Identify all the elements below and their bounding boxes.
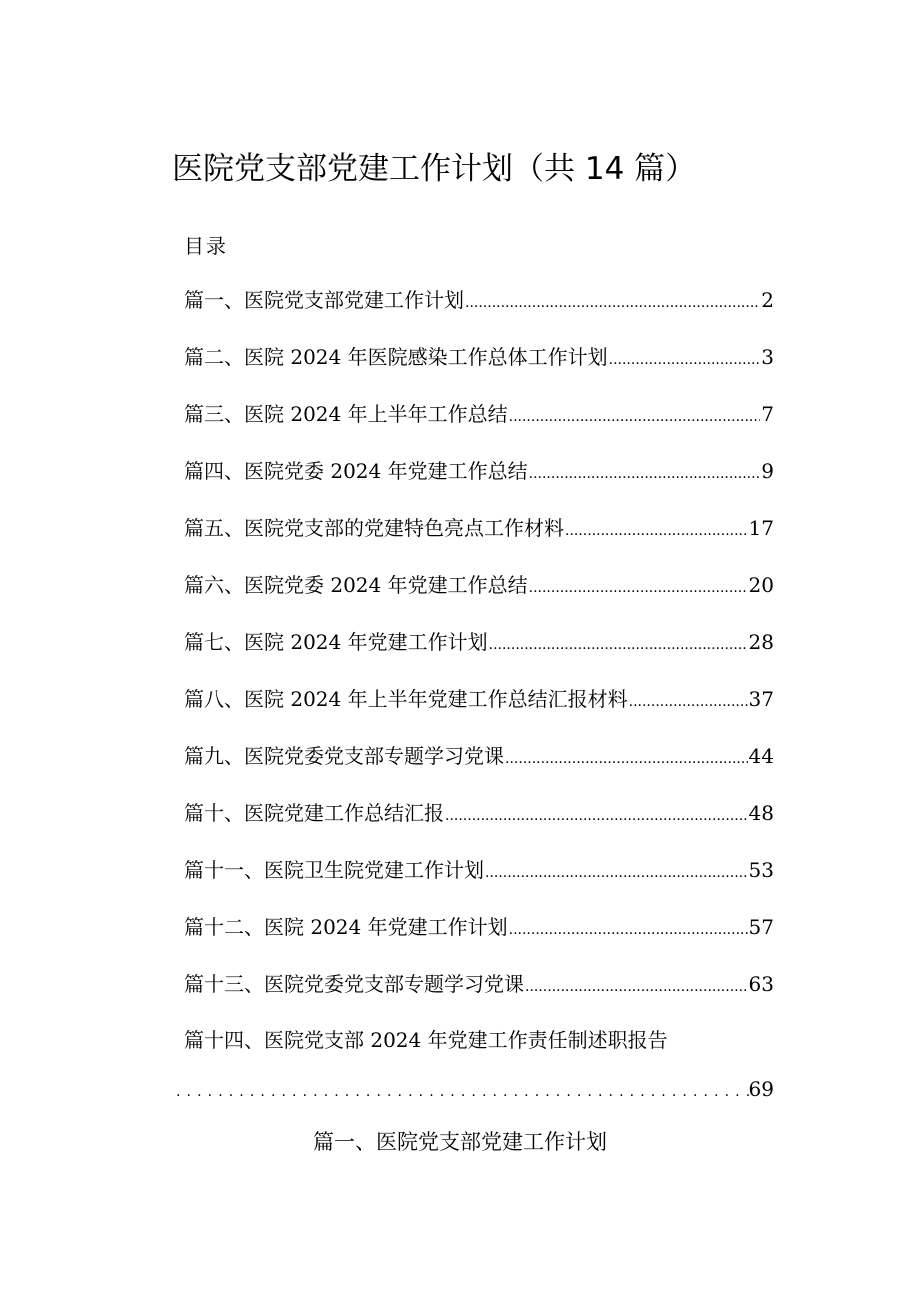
- toc-item[interactable]: [184, 682, 774, 739]
- toc-item-title: 篇二、医院 2024 年医院感染工作总体工作计划: [184, 345, 608, 369]
- toc-item[interactable]: [184, 910, 774, 967]
- toc-item-title: 篇五、医院党支部的党建特色亮点工作材料: [184, 516, 564, 540]
- toc-item-page: 53: [748, 858, 774, 882]
- toc-item[interactable]: [184, 511, 774, 568]
- table-of-contents: [184, 283, 774, 1024]
- toc-item-page: 48: [748, 801, 774, 825]
- toc-leader-dots: [445, 799, 748, 833]
- toc-leader-dots: [529, 571, 748, 605]
- toc-item-title: 篇八、医院 2024 年上半年党建工作总结汇报材料: [184, 687, 628, 711]
- toc-item-title: 篇十、医院党建工作总结汇报: [184, 801, 444, 825]
- toc-item[interactable]: [184, 568, 774, 625]
- toc-item-title: 篇三、医院 2024 年上半年工作总结: [184, 402, 508, 426]
- toc-leader-dots: [565, 514, 748, 548]
- toc-item[interactable]: [184, 853, 774, 910]
- toc-leader-dots: [509, 400, 761, 434]
- toc-leader-dots: [609, 343, 761, 377]
- document-title: 医院党支部党建工作计划（共 14 篇）: [172, 151, 697, 187]
- section-heading: 篇一、医院党支部党建工作计划: [313, 1130, 607, 1154]
- toc-leader-dots: [629, 685, 748, 719]
- toc-item-page: 63: [748, 972, 774, 996]
- toc-item-page: 2: [761, 288, 774, 312]
- toc-item-title: 篇七、医院 2024 年党建工作计划: [184, 630, 488, 654]
- toc-leader-dots: [485, 856, 748, 890]
- toc-item-page: 7: [761, 402, 774, 426]
- toc-item-title: 篇十三、医院党委党支部专题学习党课: [184, 972, 524, 996]
- toc-item-page: 44: [748, 744, 774, 768]
- toc-item-title: 篇六、医院党委 2024 年党建工作总结: [184, 573, 528, 597]
- toc-item-page: 3: [761, 345, 774, 369]
- toc-leader-dots: [529, 457, 761, 491]
- toc-leader-dots: [525, 970, 748, 1004]
- toc-item-title: 篇四、医院党委 2024 年党建工作总结: [184, 459, 528, 483]
- toc-leader-dots: [489, 628, 748, 662]
- toc-item-title: 篇十二、医院 2024 年党建工作计划: [184, 915, 508, 939]
- toc-leader-dots: [176, 1075, 749, 1109]
- toc-item[interactable]: [184, 340, 774, 397]
- toc-item-page: 37: [748, 687, 774, 711]
- toc-item-page: 20: [748, 573, 774, 597]
- toc-item-page: 69: [748, 1077, 774, 1101]
- toc-item-last-title[interactable]: 篇十四、医院党支部 2024 年党建工作责任制述职报告: [184, 1028, 668, 1052]
- toc-item[interactable]: [184, 454, 774, 511]
- toc-leader-dots: [509, 913, 748, 947]
- toc-item[interactable]: [184, 967, 774, 1024]
- toc-item-page: 57: [748, 915, 774, 939]
- toc-item[interactable]: [184, 625, 774, 682]
- toc-item[interactable]: [184, 796, 774, 853]
- toc-item[interactable]: [184, 739, 774, 796]
- toc-item-title: 篇一、医院党支部党建工作计划: [184, 288, 464, 312]
- toc-item-title: 篇十一、医院卫生院党建工作计划: [184, 858, 484, 882]
- toc-item-title: 篇九、医院党委党支部专题学习党课: [184, 744, 504, 768]
- toc-item-page: 9: [761, 459, 774, 483]
- toc-item-last-leader[interactable]: [176, 1072, 774, 1109]
- toc-item-page: 28: [748, 630, 774, 654]
- toc-item-page: 17: [748, 516, 774, 540]
- toc-leader-dots: [505, 742, 748, 776]
- toc-heading: 目录: [184, 234, 228, 258]
- toc-item[interactable]: [184, 283, 774, 340]
- toc-item[interactable]: [184, 397, 774, 454]
- toc-leader-dots: [465, 286, 760, 320]
